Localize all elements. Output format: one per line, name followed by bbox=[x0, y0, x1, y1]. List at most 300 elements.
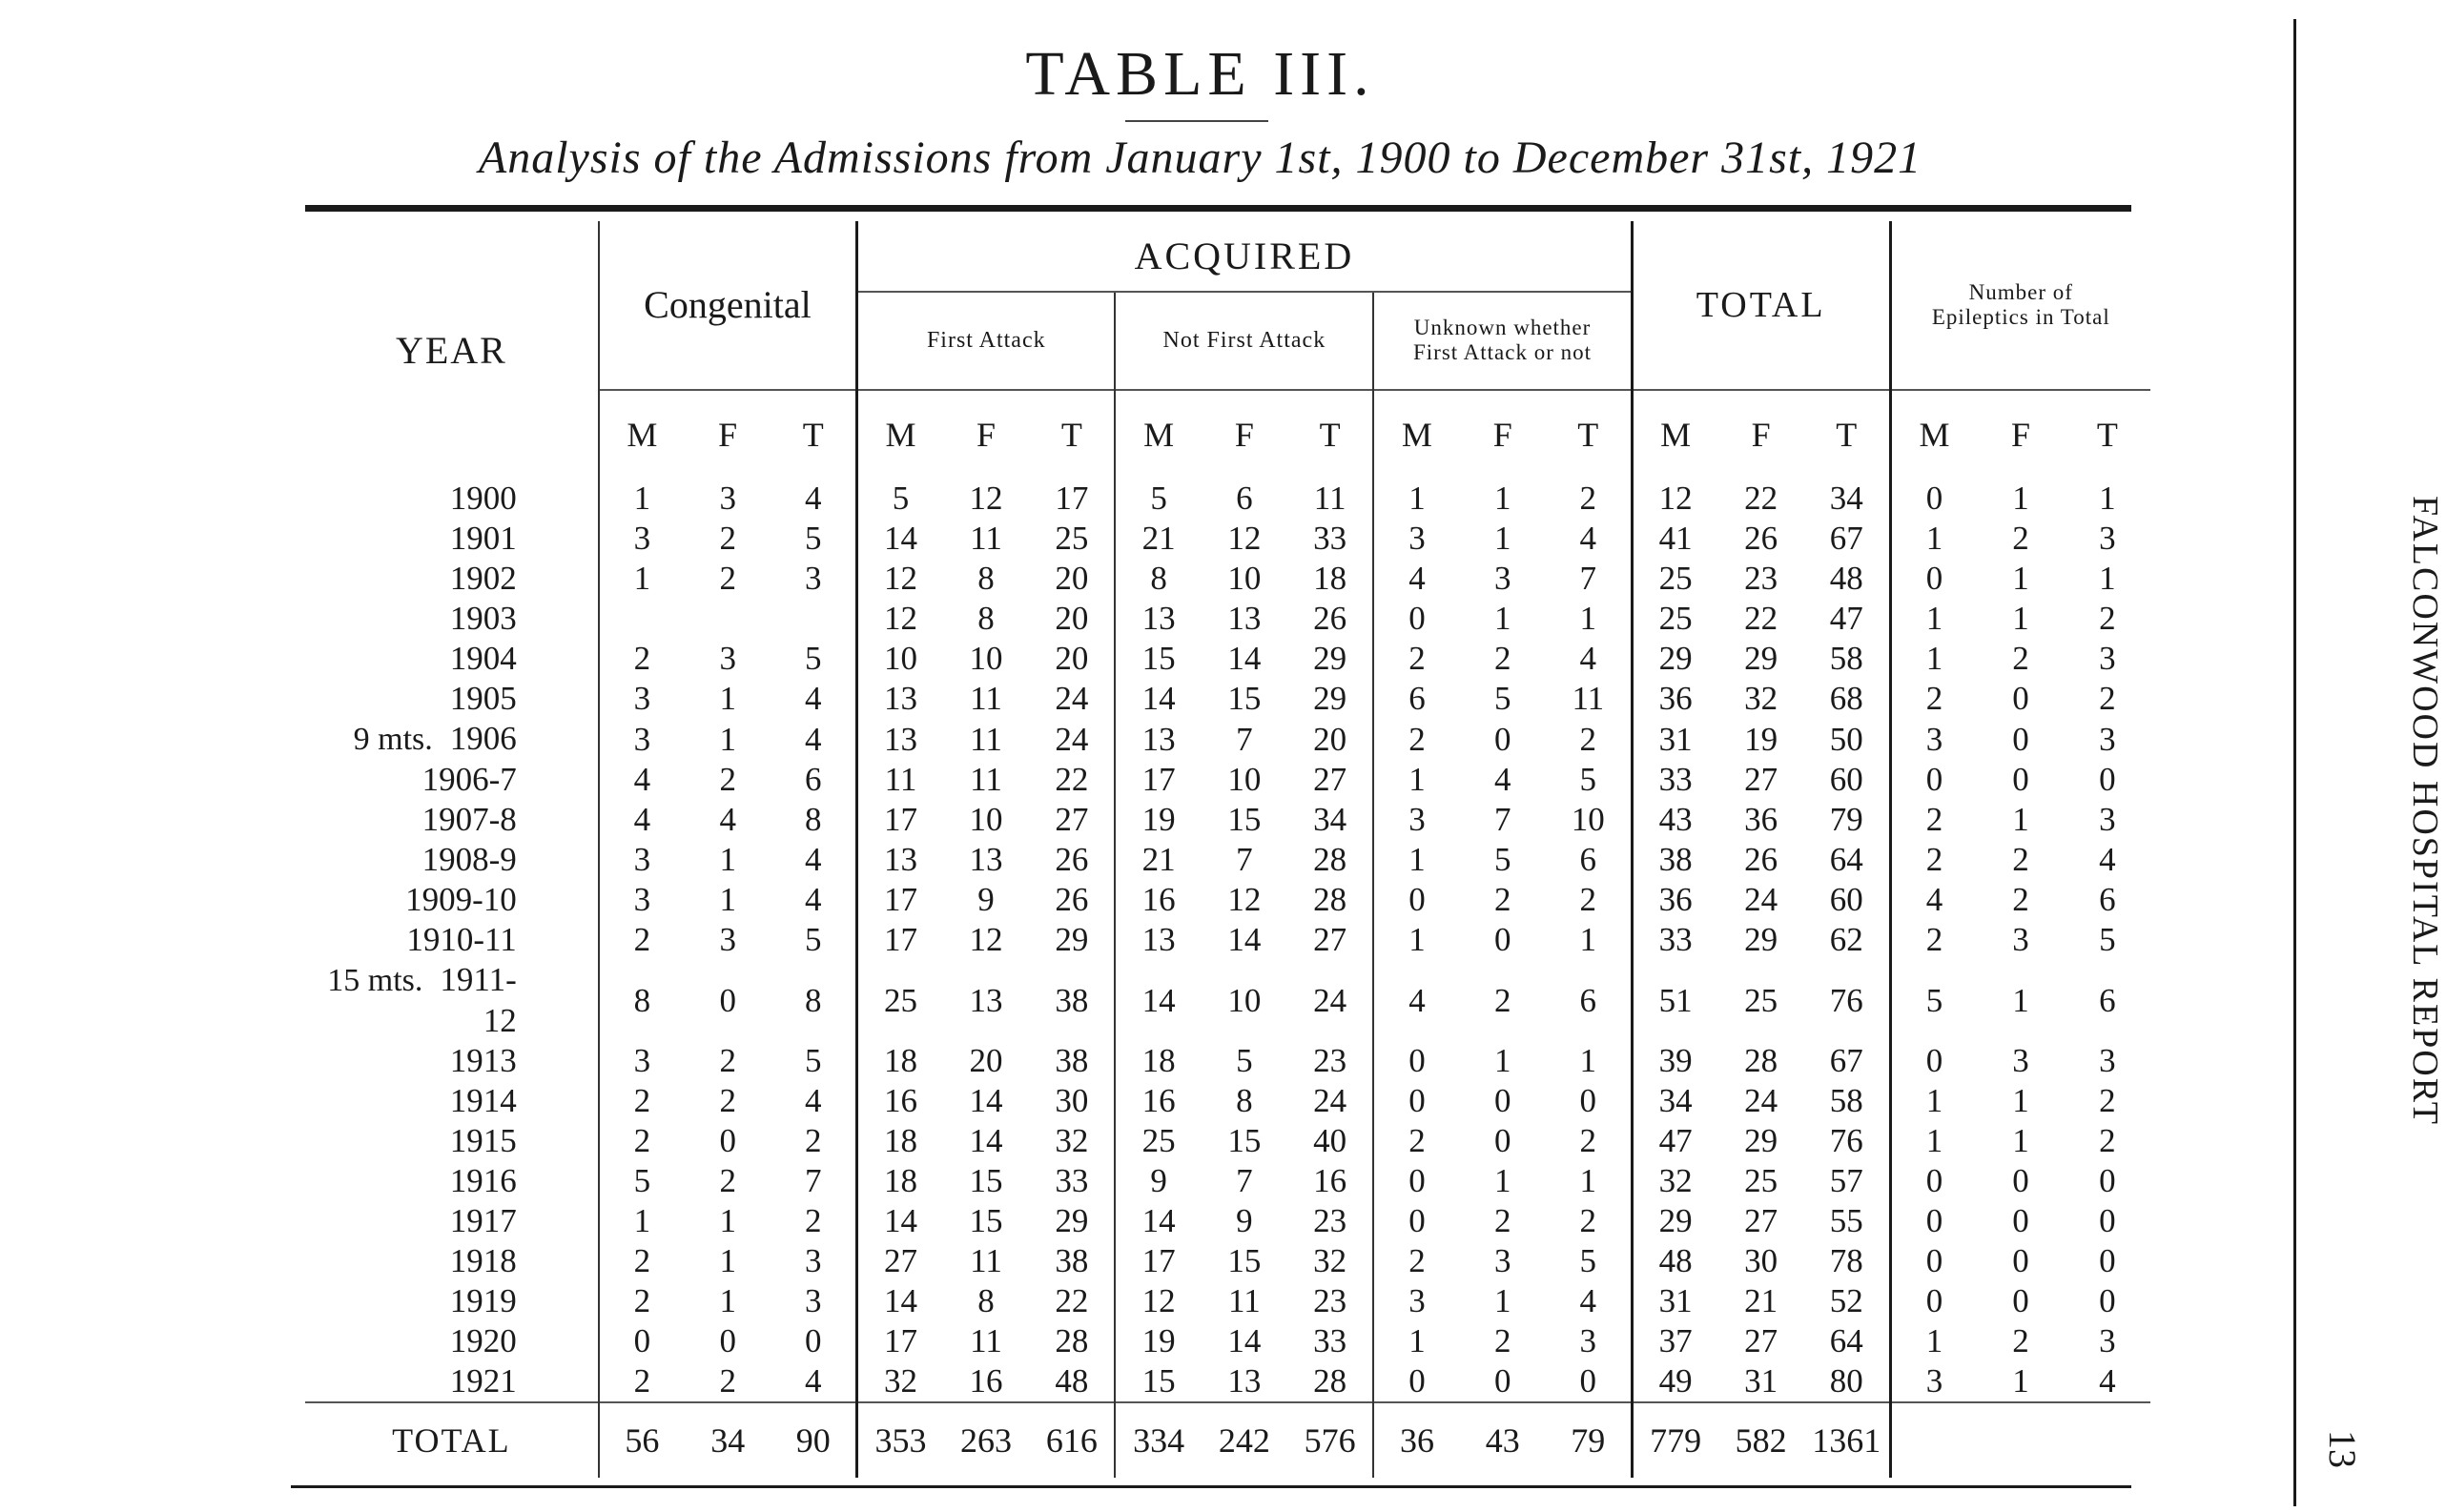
year-cell bbox=[305, 760, 599, 800]
epileptics-t-cell: 1 bbox=[2099, 480, 2116, 517]
congenital-f-cell: 1 bbox=[719, 680, 736, 717]
not-first-attack-f-cell: 12 bbox=[1227, 881, 1262, 918]
not-first-attack-header: Not First Attack bbox=[1115, 292, 1373, 390]
congenital-m-cell: 3 bbox=[599, 719, 685, 760]
congenital-f-cell: 2 bbox=[719, 520, 736, 557]
epileptics-m-cell: 5 bbox=[1890, 960, 1977, 1041]
congenital-m-cell bbox=[599, 599, 685, 639]
epileptics-t-cell: 3 bbox=[2099, 1042, 2116, 1079]
not-first-attack-m-cell: 21 bbox=[1115, 519, 1201, 559]
total-f-cell: 26 bbox=[1744, 841, 1778, 878]
not-first-attack-t-cell: 11 bbox=[1313, 480, 1346, 517]
first-attack-m-cell: 14 bbox=[857, 519, 943, 559]
total-f-cell: 22 bbox=[1744, 600, 1778, 637]
first-attack-t-cell: 38 bbox=[1055, 1042, 1089, 1079]
epileptics-m-cell: 0 bbox=[1890, 760, 1977, 800]
epileptics-t-cell: 3 bbox=[2099, 520, 2116, 557]
total-f-cell: 26 bbox=[1744, 520, 1778, 557]
year-label: 1904 bbox=[449, 640, 517, 677]
year-cell bbox=[305, 800, 599, 840]
epileptics-m-cell: 0 bbox=[1890, 1281, 1977, 1321]
first-attack-f-cell: 11 bbox=[970, 520, 1002, 557]
not-first-attack-t-cell: 20 bbox=[1313, 720, 1347, 758]
first-attack-m-cell: 5 bbox=[857, 479, 943, 519]
first-attack-t-cell: 26 bbox=[1055, 881, 1089, 918]
unknown-attack-t-cell: 5 bbox=[1579, 1242, 1597, 1279]
unknown-attack-f-cell: 7 bbox=[1493, 801, 1511, 838]
unknown-attack-m-cell: 1 bbox=[1373, 479, 1459, 519]
epileptics-m-cell: 4 bbox=[1890, 880, 1977, 920]
table-subtitle: Analysis of the Admissions from January 1st, 1900 to December 31st, 1921 bbox=[478, 133, 1922, 183]
year-cell bbox=[305, 639, 599, 679]
year-cell bbox=[305, 960, 599, 1041]
unknown-attack-m-cell: 1 bbox=[1373, 920, 1459, 960]
table-row bbox=[305, 1321, 2150, 1361]
not-first-attack-t-cell: 34 bbox=[1313, 801, 1347, 838]
total-m-cell: 25 bbox=[1632, 599, 1717, 639]
first-attack-m-cell: 17 bbox=[857, 800, 943, 840]
first-attack-t-cell: 33 bbox=[1055, 1162, 1089, 1199]
total-t-cell: 79 bbox=[1829, 801, 1863, 838]
not-first-attack-t-cell: 23 bbox=[1313, 1042, 1347, 1079]
not-first-attack-m-cell: 25 bbox=[1115, 1121, 1201, 1161]
not-first-attack-m-cell: 13 bbox=[1115, 920, 1201, 960]
total-m-cell: 38 bbox=[1632, 840, 1717, 880]
congenital-t-cell: 2 bbox=[804, 1202, 822, 1239]
epileptics-m-cell: 1 bbox=[1890, 1321, 1977, 1361]
not-first-attack-f-cell: 15 bbox=[1227, 1242, 1262, 1279]
table-row bbox=[305, 679, 2150, 719]
not-first-attack-f-cell: 6 bbox=[1236, 480, 1253, 517]
epileptics-f-header: F bbox=[1977, 390, 2064, 479]
total-t-cell: 47 bbox=[1829, 600, 1863, 637]
epileptics-f-cell: 1 bbox=[2012, 560, 2029, 597]
not-first-attack-t-cell: 28 bbox=[1313, 841, 1347, 878]
not-first-attack-f-cell: 14 bbox=[1227, 640, 1262, 677]
unknown-attack-f-cell: 1 bbox=[1493, 480, 1511, 517]
epileptics-header bbox=[1890, 221, 2150, 390]
first-attack-m-cell: 17 bbox=[857, 1321, 943, 1361]
bottom-rule bbox=[291, 1485, 2131, 1488]
epileptics-f-cell: 1 bbox=[2012, 801, 2029, 838]
epileptics-t-cell: 3 bbox=[2099, 1322, 2116, 1359]
epileptics-f-cell: 2 bbox=[2012, 841, 2029, 878]
first-attack-f-cell: 263 bbox=[943, 1402, 1029, 1478]
unknown-attack-t-cell: 2 bbox=[1579, 1122, 1597, 1159]
unknown-attack-m-cell: 2 bbox=[1373, 719, 1459, 760]
first-attack-t-cell: 28 bbox=[1055, 1322, 1089, 1359]
table-row bbox=[305, 840, 2150, 880]
year-label: 1917 bbox=[449, 1202, 517, 1239]
total-t-cell: 76 bbox=[1829, 981, 1863, 1019]
first-attack-f-cell: 13 bbox=[969, 981, 1003, 1019]
unknown-attack-t-cell: 6 bbox=[1579, 841, 1597, 878]
unknown-attack-f-cell: 0 bbox=[1493, 1362, 1511, 1400]
total-t-cell: 58 bbox=[1829, 1082, 1863, 1119]
total-t-cell: 67 bbox=[1829, 1042, 1863, 1079]
total-f-cell: 25 bbox=[1744, 1162, 1778, 1199]
not-first-attack-t-cell: 26 bbox=[1313, 600, 1347, 637]
congenital-t-cell: 5 bbox=[804, 1042, 822, 1079]
epileptics-f-cell: 2 bbox=[2012, 1322, 2029, 1359]
congenital-t-cell: 5 bbox=[804, 520, 822, 557]
congenital-f-cell: 1 bbox=[719, 720, 736, 758]
congenital-t-cell: 3 bbox=[804, 1242, 822, 1279]
unknown-attack-t-cell: 4 bbox=[1579, 640, 1597, 677]
year-cell bbox=[305, 1041, 599, 1081]
year-cell bbox=[305, 1161, 599, 1201]
not-first-attack-m-cell: 15 bbox=[1115, 1361, 1201, 1402]
total-m-cell: 34 bbox=[1632, 1081, 1717, 1121]
total-f-cell: 25 bbox=[1744, 981, 1778, 1019]
total-f-cell: 30 bbox=[1744, 1242, 1778, 1279]
total-m-cell: 32 bbox=[1632, 1161, 1717, 1201]
unknown-attack-f-cell: 1 bbox=[1493, 600, 1511, 637]
year-cell bbox=[305, 679, 599, 719]
year-cell bbox=[305, 1361, 599, 1402]
epileptics-t-cell: 2 bbox=[2099, 1122, 2116, 1159]
epileptics-t-cell: 1 bbox=[2099, 560, 2116, 597]
unknown-attack-m-cell: 0 bbox=[1373, 1081, 1459, 1121]
year-cell bbox=[305, 1241, 599, 1281]
not-first-attack-f-cell: 15 bbox=[1227, 801, 1262, 838]
congenital-m-cell: 2 bbox=[599, 1121, 685, 1161]
congenital-m-cell: 4 bbox=[599, 800, 685, 840]
congenital-t-cell: 4 bbox=[804, 841, 822, 878]
not-first-attack-f-cell: 15 bbox=[1227, 680, 1262, 717]
epileptics-m-cell: 2 bbox=[1890, 840, 1977, 880]
year-label: 1921 bbox=[449, 1362, 517, 1400]
first-attack-m-cell: 16 bbox=[857, 1081, 943, 1121]
table-row bbox=[305, 800, 2150, 840]
unknown-attack-m-cell: 1 bbox=[1373, 760, 1459, 800]
total-t-cell: 64 bbox=[1829, 841, 1863, 878]
table-row bbox=[305, 960, 2150, 1041]
year-label: 1915 bbox=[449, 1122, 517, 1159]
year-label: 1913 bbox=[449, 1042, 517, 1079]
congenital-t-cell: 5 bbox=[804, 921, 822, 958]
unknown-attack-m-cell: 6 bbox=[1373, 679, 1459, 719]
epileptics-f-cell: 1 bbox=[2012, 600, 2029, 637]
year-cell bbox=[305, 1281, 599, 1321]
unknown-attack-t-cell: 2 bbox=[1579, 720, 1597, 758]
total-f-cell: 23 bbox=[1744, 560, 1778, 597]
epileptics-t-header: T bbox=[2065, 390, 2150, 479]
total-m-cell: 51 bbox=[1632, 960, 1717, 1041]
total-m-cell: 47 bbox=[1632, 1121, 1717, 1161]
first-attack-f-cell: 11 bbox=[970, 720, 1002, 758]
epileptics-m-cell: 2 bbox=[1890, 920, 1977, 960]
unknown-attack-t-cell: 3 bbox=[1579, 1322, 1597, 1359]
congenital-m-cell: 1 bbox=[599, 479, 685, 519]
not-first-attack-m-cell: 12 bbox=[1115, 1281, 1201, 1321]
unknown-attack-m-cell: 0 bbox=[1373, 1041, 1459, 1081]
congenital-t-cell: 3 bbox=[804, 1282, 822, 1319]
congenital-t-cell: 4 bbox=[804, 1082, 822, 1119]
congenital-t-cell: 4 bbox=[804, 881, 822, 918]
first-attack-m-cell: 12 bbox=[857, 559, 943, 599]
epileptics-t-cell bbox=[2065, 1402, 2150, 1478]
top-rule bbox=[305, 205, 2131, 212]
unknown-attack-m-cell: 0 bbox=[1373, 1161, 1459, 1201]
total-m-cell: 33 bbox=[1632, 920, 1717, 960]
unknown-attack-f-cell: 2 bbox=[1493, 640, 1511, 677]
total-t-cell: 57 bbox=[1829, 1162, 1863, 1199]
table-row bbox=[305, 479, 2150, 519]
congenital-t-cell: 3 bbox=[804, 560, 822, 597]
not-first-attack-m-cell: 13 bbox=[1115, 599, 1201, 639]
first-attack-t-cell: 24 bbox=[1055, 680, 1089, 717]
year-cell bbox=[305, 1201, 599, 1241]
first-attack-m-cell: 10 bbox=[857, 639, 943, 679]
total-m-cell: 43 bbox=[1632, 800, 1717, 840]
epileptics-f-cell: 0 bbox=[2012, 720, 2029, 758]
congenital-m-cell: 2 bbox=[599, 1241, 685, 1281]
congenital-f-cell: 4 bbox=[719, 801, 736, 838]
total-t-cell: 55 bbox=[1829, 1202, 1863, 1239]
unknown-attack-t-cell: 7 bbox=[1579, 560, 1597, 597]
first-attack-t-cell: 29 bbox=[1055, 1202, 1089, 1239]
first-attack-m-cell: 13 bbox=[857, 719, 943, 760]
total-t-cell: 76 bbox=[1829, 1122, 1863, 1159]
epileptics-t-cell: 2 bbox=[2099, 600, 2116, 637]
total-t-cell: 67 bbox=[1829, 520, 1863, 557]
year-cell bbox=[305, 559, 599, 599]
congenital-f-cell: 0 bbox=[719, 1122, 736, 1159]
unknown-attack-f-cell: 0 bbox=[1493, 1082, 1511, 1119]
congenital-m-cell: 3 bbox=[599, 679, 685, 719]
total-m-cell: 36 bbox=[1632, 880, 1717, 920]
first-attack-t-cell: 24 bbox=[1055, 720, 1089, 758]
first-attack-f-cell: 11 bbox=[970, 1242, 1002, 1279]
first-attack-t-cell: 25 bbox=[1055, 520, 1089, 557]
congenital-m-cell: 8 bbox=[599, 960, 685, 1041]
table-row bbox=[305, 760, 2150, 800]
congenital-f-cell: 1 bbox=[719, 881, 736, 918]
not-first-attack-t-cell: 40 bbox=[1313, 1122, 1347, 1159]
total-m-cell: 779 bbox=[1632, 1402, 1717, 1478]
first-attack-m-cell: 13 bbox=[857, 840, 943, 880]
congenital-f-cell: 3 bbox=[719, 480, 736, 517]
total-f-cell: 29 bbox=[1744, 921, 1778, 958]
total-f-cell: 582 bbox=[1718, 1402, 1804, 1478]
congenital-m-cell: 1 bbox=[599, 559, 685, 599]
unknown-attack-m-cell: 1 bbox=[1373, 840, 1459, 880]
congenital-f-header: F bbox=[685, 390, 771, 479]
congenital-f-cell: 2 bbox=[719, 761, 736, 798]
not-first-attack-m-cell: 19 bbox=[1115, 800, 1201, 840]
epileptics-f-cell: 1 bbox=[2012, 1082, 2029, 1119]
first-attack-f-cell: 11 bbox=[970, 1322, 1002, 1359]
not-first-attack-f-cell: 7 bbox=[1236, 720, 1253, 758]
year-cell bbox=[305, 1121, 599, 1161]
not-first-attack-t-cell: 27 bbox=[1313, 921, 1347, 958]
unknown-attack-t-cell: 2 bbox=[1579, 1202, 1597, 1239]
year-cell bbox=[305, 519, 599, 559]
year-cell bbox=[305, 1081, 599, 1121]
epileptics-f-cell: 3 bbox=[2012, 921, 2029, 958]
congenital-f-cell: 2 bbox=[719, 560, 736, 597]
year-cell bbox=[305, 599, 599, 639]
unknown-attack-t-cell: 1 bbox=[1579, 921, 1597, 958]
first-attack-t-cell: 20 bbox=[1055, 560, 1089, 597]
total-f-cell: 24 bbox=[1744, 881, 1778, 918]
unknown-attack-f-cell: 0 bbox=[1493, 1122, 1511, 1159]
unknown-attack-f-cell: 1 bbox=[1493, 520, 1511, 557]
not-first-attack-f-cell: 7 bbox=[1236, 1162, 1253, 1199]
total-f-cell: 31 bbox=[1744, 1362, 1778, 1400]
epileptics-t-cell: 3 bbox=[2099, 640, 2116, 677]
unknown-attack-f-cell: 2 bbox=[1493, 1322, 1511, 1359]
year-label: 1907-8 bbox=[421, 801, 517, 838]
first-attack-t-cell: 22 bbox=[1055, 1282, 1089, 1319]
epileptics-f-cell: 0 bbox=[2012, 1202, 2029, 1239]
side-title: FALCONWOOD HOSPITAL REPORT bbox=[2405, 496, 2445, 1127]
table-row bbox=[305, 1041, 2150, 1081]
unknown-attack-m-cell: 0 bbox=[1373, 1361, 1459, 1402]
year-cell bbox=[305, 880, 599, 920]
first-attack-f-cell: 10 bbox=[969, 801, 1003, 838]
year-cell bbox=[305, 479, 599, 519]
total-t-cell: 60 bbox=[1829, 881, 1863, 918]
year-cell bbox=[305, 920, 599, 960]
not-first-attack-f-cell: 10 bbox=[1227, 761, 1262, 798]
unknown-attack-t-cell: 1 bbox=[1579, 1162, 1597, 1199]
not-first-attack-f-cell: 14 bbox=[1227, 921, 1262, 958]
not-first-attack-f-cell: 15 bbox=[1227, 1122, 1262, 1159]
year-label: 1919 bbox=[449, 1282, 517, 1319]
unknown-attack-m-cell: 0 bbox=[1373, 1201, 1459, 1241]
unknown-attack-m-cell: 0 bbox=[1373, 880, 1459, 920]
table-row bbox=[305, 1361, 2150, 1402]
total-m-cell: 12 bbox=[1632, 479, 1717, 519]
first-attack-f-cell: 12 bbox=[969, 921, 1003, 958]
acquired-header: ACQUIRED bbox=[857, 221, 1633, 292]
not-first-attack-f-cell: 9 bbox=[1236, 1202, 1253, 1239]
table-row bbox=[305, 1081, 2150, 1121]
total-f-cell: 29 bbox=[1744, 640, 1778, 677]
congenital-t-cell: 4 bbox=[804, 1362, 822, 1400]
table-row bbox=[305, 1241, 2150, 1281]
first-attack-m-header: M bbox=[857, 390, 943, 479]
unknown-attack-t-cell: 5 bbox=[1579, 761, 1597, 798]
first-attack-header: First Attack bbox=[857, 292, 1116, 390]
not-first-attack-t-cell: 29 bbox=[1313, 640, 1347, 677]
total-m-cell: 31 bbox=[1632, 719, 1717, 760]
unknown-attack-f-cell: 1 bbox=[1493, 1282, 1511, 1319]
epileptics-t-cell: 6 bbox=[2099, 881, 2116, 918]
not-first-attack-f-cell: 14 bbox=[1227, 1322, 1262, 1359]
congenital-f-cell: 1 bbox=[719, 1282, 736, 1319]
epileptics-f-cell: 1 bbox=[2012, 480, 2029, 517]
period-note: 15 mts. bbox=[327, 963, 423, 998]
unknown-attack-f-cell: 3 bbox=[1493, 1242, 1511, 1279]
page-number: 13 bbox=[2321, 1430, 2364, 1468]
total-m-cell: 36 bbox=[1632, 679, 1717, 719]
not-first-attack-m-cell: 9 bbox=[1115, 1161, 1201, 1201]
congenital-t-cell: 6 bbox=[804, 761, 822, 798]
not-first-attack-m-cell: 14 bbox=[1115, 960, 1201, 1041]
first-attack-m-cell: 18 bbox=[857, 1161, 943, 1201]
table-row bbox=[305, 559, 2150, 599]
epileptics-m-cell: 1 bbox=[1890, 519, 1977, 559]
first-attack-t-cell: 26 bbox=[1055, 841, 1089, 878]
total-m-cell: 33 bbox=[1632, 760, 1717, 800]
epileptics-m-cell: 2 bbox=[1890, 679, 1977, 719]
first-attack-t-cell: 29 bbox=[1055, 921, 1089, 958]
not-first-attack-f-cell: 10 bbox=[1227, 560, 1262, 597]
epileptics-m-cell: 1 bbox=[1890, 1121, 1977, 1161]
congenital-m-cell: 3 bbox=[599, 1041, 685, 1081]
year-label: 1900 bbox=[449, 480, 517, 517]
first-attack-t-cell: 27 bbox=[1055, 801, 1089, 838]
congenital-t-cell: 4 bbox=[804, 720, 822, 758]
total-m-cell: 49 bbox=[1632, 1361, 1717, 1402]
not-first-attack-f-cell: 242 bbox=[1202, 1402, 1287, 1478]
table-row bbox=[305, 880, 2150, 920]
total-header: TOTAL bbox=[1632, 221, 1890, 390]
total-m-cell: 39 bbox=[1632, 1041, 1717, 1081]
not-first-attack-t-cell: 23 bbox=[1313, 1202, 1347, 1239]
congenital-m-cell: 3 bbox=[599, 840, 685, 880]
congenital-f-cell: 2 bbox=[719, 1362, 736, 1400]
unknown-attack-t-cell: 2 bbox=[1579, 480, 1597, 517]
congenital-f-cell: 1 bbox=[719, 841, 736, 878]
epileptics-t-cell: 2 bbox=[2099, 1082, 2116, 1119]
congenital-f-cell: 3 bbox=[719, 640, 736, 677]
total-f-cell: 21 bbox=[1744, 1282, 1778, 1319]
not-first-attack-t-cell: 29 bbox=[1313, 680, 1347, 717]
first-attack-t-cell: 32 bbox=[1055, 1122, 1089, 1159]
unknown-attack-header-line1: Unknown whether bbox=[1413, 316, 1592, 340]
not-first-attack-m-cell: 17 bbox=[1115, 1241, 1201, 1281]
total-t-cell: 60 bbox=[1829, 761, 1863, 798]
admissions-table bbox=[305, 221, 2150, 1478]
not-first-attack-t-cell: 27 bbox=[1313, 761, 1347, 798]
unknown-attack-t-cell: 2 bbox=[1579, 881, 1597, 918]
epileptics-m-cell: 3 bbox=[1890, 719, 1977, 760]
unknown-attack-f-cell: 1 bbox=[1493, 1162, 1511, 1199]
congenital-f-cell: 1 bbox=[719, 1242, 736, 1279]
table-title: TABLE III. bbox=[1025, 39, 1375, 109]
not-first-attack-m-cell: 14 bbox=[1115, 1201, 1201, 1241]
first-attack-m-cell: 18 bbox=[857, 1121, 943, 1161]
epileptics-m-header: M bbox=[1890, 390, 1977, 479]
not-first-attack-t-cell: 28 bbox=[1313, 881, 1347, 918]
first-attack-t-cell: 48 bbox=[1055, 1362, 1089, 1400]
congenital-f-cell: 0 bbox=[719, 1322, 736, 1359]
table-row bbox=[305, 719, 2150, 760]
unknown-attack-f-cell: 5 bbox=[1493, 680, 1511, 717]
epileptics-f-cell: 0 bbox=[2012, 1282, 2029, 1319]
table-row bbox=[305, 639, 2150, 679]
unknown-attack-t-cell: 10 bbox=[1571, 801, 1605, 838]
epileptics-t-cell: 4 bbox=[2099, 1362, 2116, 1400]
total-row bbox=[305, 1402, 2150, 1478]
congenital-t-cell: 90 bbox=[771, 1402, 856, 1478]
congenital-m-cell: 1 bbox=[599, 1201, 685, 1241]
unknown-attack-m-cell: 1 bbox=[1373, 1321, 1459, 1361]
total-f-cell: 19 bbox=[1744, 720, 1778, 758]
not-first-attack-f-cell: 7 bbox=[1236, 841, 1253, 878]
epileptics-m-cell: 0 bbox=[1890, 479, 1977, 519]
first-attack-f-cell: 13 bbox=[969, 841, 1003, 878]
first-attack-m-cell: 17 bbox=[857, 880, 943, 920]
total-t-cell: 34 bbox=[1829, 480, 1863, 517]
not-first-attack-m-header: M bbox=[1115, 390, 1201, 479]
year-label: 1905 bbox=[449, 680, 517, 717]
unknown-attack-t-cell: 6 bbox=[1579, 981, 1597, 1019]
